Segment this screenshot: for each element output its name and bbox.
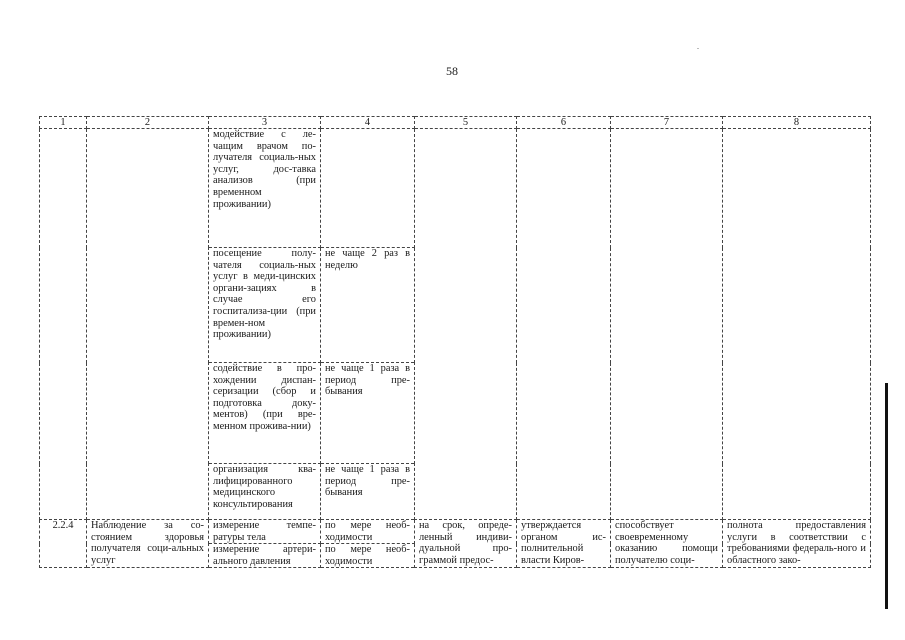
services-table: [39, 116, 871, 568]
frequency-cell: не чаще 2 раз в неделю: [321, 248, 415, 363]
column-number: 1: [40, 117, 87, 129]
conditions-cell: [611, 129, 723, 520]
frequency-cell: [321, 129, 415, 248]
column-number-row: [40, 117, 871, 129]
service-cell: содействие в про-хождении диспан-серизации (сбор и подготовка доку-ментов) (при вре-менном прожива-нии): [209, 363, 321, 464]
section-name-cell: [87, 129, 209, 520]
scan-speck: [697, 48, 699, 49]
section-number-cell: 2.2.4: [40, 520, 87, 568]
service-cell: посещение полу-чателя социаль-ных услуг в меди-цинских органи-зациях в случае его госпитализа-ции (при времен-ном проживании): [209, 248, 321, 363]
criteria-cell: полнота предоставления услуги в соответствии с требованиями федераль-ного и областного зако-: [723, 520, 871, 568]
scan-edge-bar: [885, 383, 888, 609]
tariff-cell: утверждается органом ис-полнительной власти Киров-: [517, 520, 611, 568]
service-cell: модействие с ле-чащим врачом по-лучателя социаль-ных услуг, дос-тавка анализов (при временном проживании): [209, 129, 321, 248]
term-cell: [415, 129, 517, 520]
tariff-cell: [517, 129, 611, 520]
criteria-cell: [723, 129, 871, 520]
column-number: 2: [87, 117, 209, 129]
frequency-cell: по мере необ-ходимости: [321, 520, 415, 544]
column-number: 3: [209, 117, 321, 129]
frequency-cell: по мере необ-ходимости: [321, 544, 415, 568]
section-number-cell: [40, 129, 87, 520]
service-cell: измерение темпе-ратуры тела: [209, 520, 321, 544]
frequency-cell: не чаще 1 раза в период пре-бывания: [321, 363, 415, 464]
column-number: 5: [415, 117, 517, 129]
column-number: 6: [517, 117, 611, 129]
section-name-cell: Наблюдение за со-стоянием здоровья получателя соци-альных услуг: [87, 520, 209, 568]
column-number: 7: [611, 117, 723, 129]
column-number: 4: [321, 117, 415, 129]
page-number: 58: [446, 64, 458, 78]
service-cell: измерение артери-ального давления: [209, 544, 321, 568]
table-row: [40, 129, 871, 248]
column-number: 8: [723, 117, 871, 129]
table-row: [40, 520, 871, 544]
conditions-cell: способствует своевременному оказанию помощи получателю соци-: [611, 520, 723, 568]
term-cell: на срок, опреде-ленный индиви-дуальной про-граммой предос-: [415, 520, 517, 568]
frequency-cell: не чаще 1 раза в период пре-бывания: [321, 464, 415, 520]
service-cell: организация ква-лифицированного медицинского консультирования: [209, 464, 321, 520]
